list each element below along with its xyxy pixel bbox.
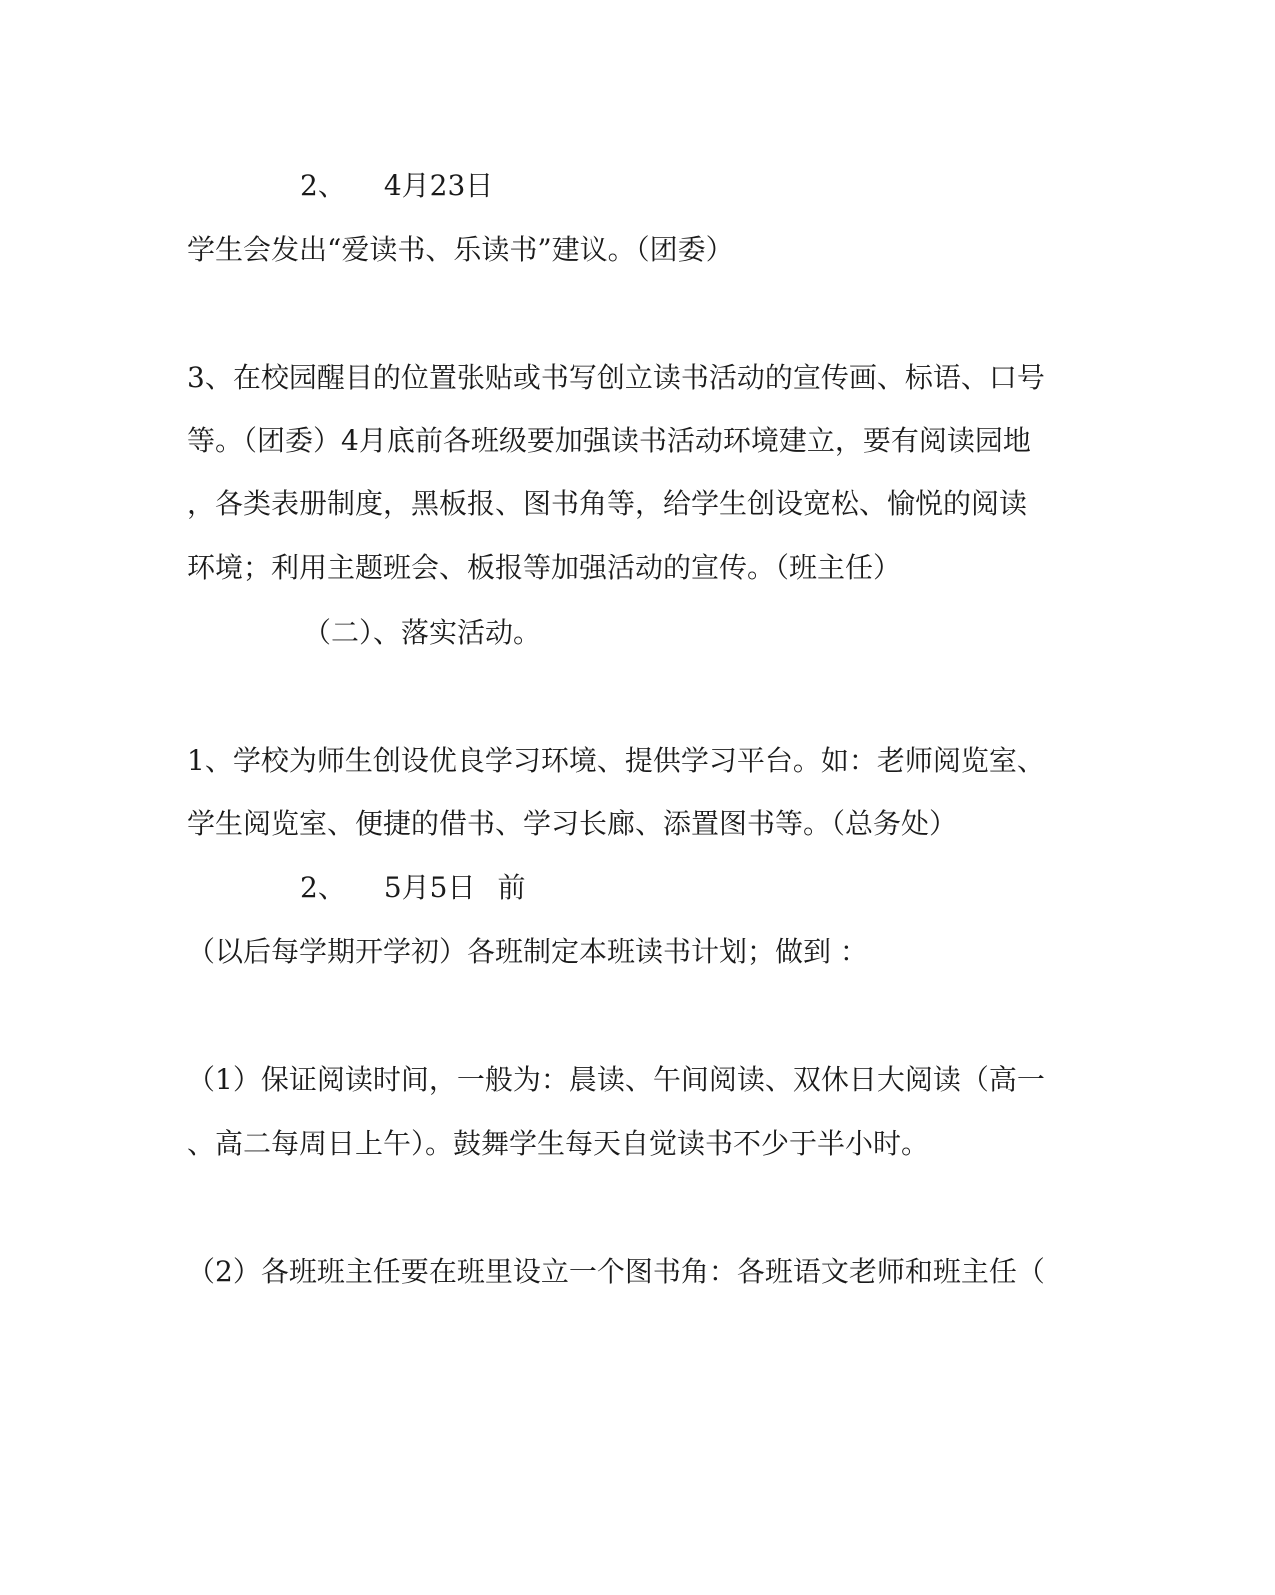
item-number: 2、 [300,871,346,904]
item-date: 4月23日 [383,169,494,202]
paragraph-line: 学生阅览室、便捷的借书、学习长廊、添置图书等。（总务处） [187,807,958,840]
paragraph-line: （以后每学期开学初）各班制定本班读书计划；做到 ： [187,935,868,968]
paragraph-line: 环境；利用主题班会、板报等加强活动的宣传。（班主任） [187,551,902,584]
item-date: 5月5日 [383,871,476,904]
paragraph-line: 等。（团委）4月底前各班级要加强读书活动环境建立，要有阅读园地 [187,424,1031,457]
paragraph-line: 学生会发出“爱读书、乐读书”建议。（团委） [187,233,734,266]
paragraph-line: 3、在校园醒目的位置张贴或书写创立读书活动的宣传画、标语、口号 [187,361,1045,394]
paragraph-line: 1、学校为师生创设优良学习环境、提供学习平台。如：老师阅览室、 [187,744,1045,777]
dated-item-april [300,166,493,206]
dated-item-may [300,868,525,908]
paragraph-line: ，各类表册制度，黑板报、图书角等，给学生创设宽松、愉悦的阅读 [187,487,1028,520]
item-number: 2、 [300,169,346,202]
paragraph-line: 、高二每周日上午）。鼓舞学生每天自觉读书不少于半小时。 [187,1127,930,1160]
item-suffix: 前 [497,871,526,904]
paragraph-line: （2）各班班主任要在班里设立一个图书角：各班语文老师和班主任（ [187,1255,1045,1288]
section-heading: （二）、落实活动。 [303,616,542,649]
paragraph-line: （1）保证阅读时间，一般为：晨读、午间阅读、双休日大阅读（高一 [187,1063,1045,1096]
